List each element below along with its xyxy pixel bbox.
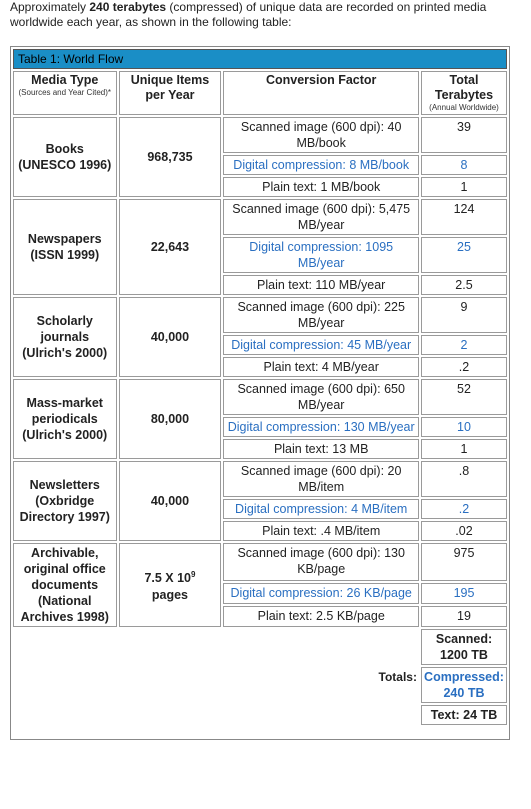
table-row xyxy=(13,297,507,333)
digital-factor: Digital compression: 8 MB/book xyxy=(223,155,419,175)
media-cell: Archivable, original office documents (National Archives 1998) xyxy=(13,543,117,627)
media-cell: Newspapers (ISSN 1999) xyxy=(13,199,117,295)
digital-factor: Digital compression: 45 MB/year xyxy=(223,335,419,355)
media-cell: Newsletters (Oxbridge Directory 1997) xyxy=(13,461,117,541)
scanned-total: 39 xyxy=(421,117,507,153)
items-base: 7.5 X 10 xyxy=(144,571,192,586)
plain-total: 19 xyxy=(421,606,507,627)
digital-total: 25 xyxy=(421,237,507,273)
items-cell: 40,000 xyxy=(119,297,222,377)
header-media-type-note: (Sources and Year Cited)* xyxy=(18,88,111,97)
items-cell xyxy=(119,543,222,627)
intro-highlight: 240 terabytes xyxy=(89,0,167,14)
table-row xyxy=(13,117,507,153)
table-row xyxy=(13,379,507,415)
table-row xyxy=(13,199,507,235)
totals-empty-cell xyxy=(13,629,117,725)
digital-factor: Digital compression: 130 MB/year xyxy=(223,417,419,437)
scanned-total: 9 xyxy=(421,297,507,333)
digital-factor: Digital compression: 1095 MB/year xyxy=(223,237,419,273)
total-scanned: Scanned: 1200 TB xyxy=(421,629,507,665)
media-cell: Mass-market periodicals (Ulrich's 2000) xyxy=(13,379,117,459)
header-total-label: Total Terabytes xyxy=(434,73,494,102)
scanned-factor: Scanned image (600 dpi): 20 MB/item xyxy=(223,461,419,497)
digital-total: 195 xyxy=(421,583,507,604)
scanned-factor: Scanned image (600 dpi): 5,475 MB/year xyxy=(223,199,419,235)
header-unique-items: Unique Items per Year xyxy=(119,71,222,115)
digital-total: 10 xyxy=(421,417,507,437)
plain-total: .2 xyxy=(421,357,507,377)
items-cell: 22,643 xyxy=(119,199,222,295)
header-total-terabytes xyxy=(421,71,507,115)
plain-total: 2.5 xyxy=(421,275,507,295)
table-footer-row xyxy=(13,727,507,737)
digital-total: 8 xyxy=(421,155,507,175)
digital-factor: Digital compression: 4 MB/item xyxy=(223,499,419,519)
plain-factor: Plain text: 1 MB/book xyxy=(223,177,419,197)
scanned-factor: Scanned image (600 dpi): 40 MB/book xyxy=(223,117,419,153)
plain-total: .02 xyxy=(421,521,507,541)
media-cell: Books (UNESCO 1996) xyxy=(13,117,117,197)
totals-row xyxy=(13,629,507,665)
totals-label: Totals: xyxy=(378,670,417,684)
scanned-factor: Scanned image (600 dpi): 650 MB/year xyxy=(223,379,419,415)
total-text: Text: 24 TB xyxy=(421,705,507,725)
world-flow-table-wrapper xyxy=(10,46,510,740)
media-cell: Scholarly journals (Ulrich's 2000) xyxy=(13,297,117,377)
total-compressed: Compressed: 240 TB xyxy=(421,667,507,703)
world-flow-table xyxy=(10,46,510,740)
intro-suffix: (compressed) of unique data are recorded on printed media worldwide each year, as shown in the following table: xyxy=(10,0,487,29)
items-cell: 40,000 xyxy=(119,461,222,541)
plain-total: 1 xyxy=(421,439,507,459)
header-media-type xyxy=(13,71,117,115)
items-unit: pages xyxy=(151,587,189,602)
items-exponent: 9 xyxy=(191,570,196,580)
plain-total: 1 xyxy=(421,177,507,197)
plain-factor: Plain text: .4 MB/item xyxy=(223,521,419,541)
digital-factor: Digital compression: 26 KB/page xyxy=(223,583,419,604)
plain-factor: Plain text: 4 MB/year xyxy=(223,357,419,377)
table-row xyxy=(13,461,507,497)
scanned-total: 52 xyxy=(421,379,507,415)
table-footer-spacer xyxy=(13,727,507,737)
scanned-factor: Scanned image (600 dpi): 225 MB/year xyxy=(223,297,419,333)
items-cell: 968,735 xyxy=(119,117,222,197)
scanned-factor: Scanned image (600 dpi): 130 KB/page xyxy=(223,543,419,581)
plain-factor: Plain text: 2.5 KB/page xyxy=(223,606,419,627)
scanned-total: .8 xyxy=(421,461,507,497)
header-total-note: (Annual Worldwide) xyxy=(429,103,499,112)
items-cell: 80,000 xyxy=(119,379,222,459)
plain-factor: Plain text: 110 MB/year xyxy=(223,275,419,295)
header-conversion-factor: Conversion Factor xyxy=(223,71,419,115)
intro-prefix: Approximately xyxy=(10,0,90,14)
table-row xyxy=(13,543,507,581)
digital-total: 2 xyxy=(421,335,507,355)
digital-total: .2 xyxy=(421,499,507,519)
intro-paragraph xyxy=(0,0,531,34)
header-media-type-label: Media Type xyxy=(31,73,99,87)
table-caption: Table 1: World Flow xyxy=(13,49,507,69)
plain-factor: Plain text: 13 MB xyxy=(223,439,419,459)
scanned-total: 124 xyxy=(421,199,507,235)
scanned-total: 975 xyxy=(421,543,507,581)
